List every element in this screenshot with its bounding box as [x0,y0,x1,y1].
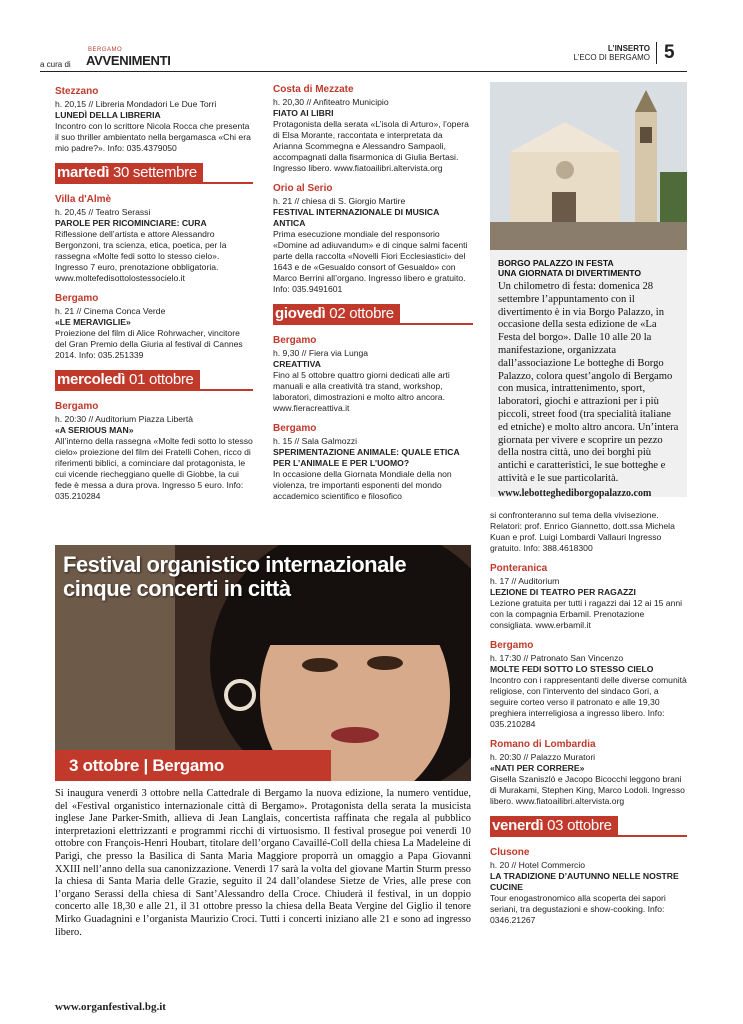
day-label [273,304,400,323]
event-place: Bergamo [55,293,99,304]
event-time: h. 20,45 // Teatro Serassi [55,207,151,217]
event-place: Stezzano [55,86,99,97]
event-time: h. 20:30 // Auditorium Piazza Libertà [55,414,194,424]
event-time: h. 20 // Hotel Commercio [490,860,586,870]
column-3 [490,510,687,935]
column-1 [55,86,253,511]
festival-date-badge: 3 ottobre | Bergamo [55,750,331,781]
event-creattiva [273,335,473,414]
event-desc: Protagonista della serata «L’isola di Arturo», l’opera di Elsa Morante, raccontata e interpretata da Arianna Scommegna e Alessandro Sampaoli, accompagnati dalla fisarmonica di Giulia Bertasi. Ingresso libero. www.fiatoailibri.altervista.org [273,119,469,173]
festival-body: Si inaugura venerdì 3 ottobre nella Cattedrale di Bergamo la nuova edizione, la numero ventidue, del «Festival organistico internazionale città di Bergamo». Protagonista della serata la musicista inglese Jane Parker-Smith, allieva di Jean Langlais, concertista raffinata che regala al pubblico interpretazioni elettrizzanti e programmi ricchi di virtuosismo. Il festival prosegue poi venerdì 10 ottobre con François-Henri Houbart, titolare dell’organo Cavaillé-Coll della chiesa La Madeleine di Parigi, che presso la Basilica di Santa Maria Maggiore proporrà un omaggio a Papa Giovanni XXIII nell’anno della sua canonizzazione. Venerdì 17 sarà la volta del giovane Martin Sturm presso la chiesa di Santa Maria delle Grazie, seguito il 24 dall’olandese Sietze de Vries, alle prese con l’organo Serassi della chiesa di Sant’Alessandro della Croce. Chiuderà il festival, in un doppio concerto alle 18,30 e alle 21, il 31 ottobre presso la chiesa della Beata Vergine del Giglio il tenore Mirko Guadagnini e l’organista Maurizio Croci. Tutti i concerti iniziano alle 21 e sono ad ingresso libero. [55,788,471,938]
event-place: Costa di Mezzate [273,84,354,95]
event-desc: Lezione gratuita per tutti i ragazzi dai 12 ai 15 anni con la compagnia Erbamil. Prenotazione consigliata. www.erbamil.it [490,598,683,630]
event-title: CREATTIVA [273,359,321,369]
day-bar-mercoledi [55,370,253,391]
event-time: h. 21 // chiesa di S. Giorgio Martire [273,196,406,206]
borgo-palazzo-box [490,250,687,497]
event-time: h. 21 // Cinema Conca Verde [55,306,166,316]
page-number: 5 [664,42,675,63]
brand-small: BERGAMO [88,47,123,53]
event-title: LUNEDÌ DELLA LIBRERIA [55,110,161,120]
header-rule [40,71,687,72]
continuation-text: si confronteranno sul tema della vivisezione. Relatori: prof. Enrico Giannetto, dott.ssa Michela Kuan e prof. Luigi Lombardi Vallauri Ingresso gratuito. Info: 388.4618300 [490,510,675,553]
event-desc: Proiezione del film di Alice Rohrwacher, vincitore del Gran Premio della Giuria al festival di Cannes 2014. Info: 035.251339 [55,328,243,360]
event-sperimentazione [273,423,473,502]
day-bar-martedi [55,163,253,184]
day-date: 01 ottobre [129,371,194,388]
sidebar-title-1: BORGO PALAZZO IN FESTA [498,258,614,268]
event-desc: Incontro con lo scrittore Nicola Rocca che presenta il suo thriller ambientato nella bergamasca «Chi era mio padre?». Info: 035.4379050 [55,121,251,153]
day-label [490,816,618,835]
insert-title [560,44,650,62]
event-bergamo-serious-man [55,401,253,502]
day-weekday: venerdì [492,817,544,834]
day-bar-giovedi [273,304,473,325]
event-place: Clusone [490,847,530,858]
church-photo [490,82,687,250]
event-time: h. 17 // Auditorium [490,576,560,586]
event-title: FIATO AI LIBRI [273,108,334,118]
event-place: Ponteranica [490,563,548,574]
festival-title-line2: cinque concerti in città [63,576,291,601]
festival-photo [55,545,471,781]
insert-line2: L’ECO DI BERGAMO [573,53,650,62]
event-time: h. 17:30 // Patronato San Vincenzo [490,653,624,663]
event-desc: Prima esecuzione mondiale del responsorio «Domine ad adiuvandum» e di cinque salmi facenti parte della raccolta «Novelli Fiori Ecclesiastici» del 1643 e de «Gesualdo consort of Gesualdo» con Marco Berrini all’organo. Ingresso libero e gratuito. Info: 035.9491601 [273,229,468,294]
event-title: LEZIONE DI TEATRO PER RAGAZZI [490,587,636,597]
brand-big: AVVENIMENTI [86,53,171,68]
sidebar-title-2: UNA GIORNATA DI DIVERTIMENTO [498,268,642,278]
day-label [55,370,200,389]
event-time: h. 20,15 // Libreria Mondadori Le Due Torri [55,99,217,109]
event-place: Bergamo [273,335,317,346]
event-title: LA TRADIZIONE D’AUTUNNO NELLE NOSTRE CUCINE [490,871,679,892]
event-desc: Incontro con i rappresentanti delle diverse comunità religiose, con l’intervento del sindaco Gori, a seguire corteo verso il patronato e alle 19,30 preghiera interreligiosa a ingresso libero. Info: 035.210284 [490,675,687,729]
day-label [55,163,203,182]
day-bar-venerdi [490,816,687,837]
event-bergamo-meraviglie [55,293,253,361]
event-clusone [490,847,687,926]
event-place: Romano di Lombardia [490,739,596,750]
event-desc: In occasione della Giornata Mondiale della non violenza, tre importanti esponenti del mondo accademico scientifico e filosofico [273,469,452,501]
event-title: FESTIVAL INTERNAZIONALE DI MUSICA ANTICA [273,207,439,228]
event-place: Bergamo [55,401,99,412]
event-time: h. 20:30 // Palazzo Muratori [490,752,596,762]
event-costa-di-mezzate [273,84,473,174]
day-weekday: martedì [57,164,110,181]
event-place: Villa d'Almè [55,194,112,205]
event-title: PAROLE PER RICOMINCIARE: CURA [55,218,207,228]
event-place: Bergamo [490,640,534,651]
event-title: «NATI PER CORRERE» [490,763,585,773]
event-title: MOLTE FEDI SOTTO LO STESSO CIELO [490,664,654,674]
header-divider [656,42,657,64]
day-date: 03 ottobre [547,817,612,834]
sidebar-body: Un chilometro di festa: domenica 28 settembre l’appuntamento con il divertimento è in via Borgo Palazzo, in occasione della sesta edizione de «La Festa del borgo». Dalle 10 alle 20 la manifestazione, organizzata dall’associazione Le botteghe di Borgo Palazzo, colora quest’angolo di Bergamo con musica, intrattenimento, sport, laboratori, giochi e attrazioni per i più piccoli, street food (tra specialità italiane ed etniche) e molto altro ancora. Un’intera giornata per vivere e scoprire un pezzo della nostra città, uno dei borghi più antichi e caratteristici, le sue botteghe e attività e le sue particolarità. [498,281,679,484]
event-time: h. 20,30 // Anfiteatro Municipio [273,97,389,107]
event-ponteranica [490,563,687,631]
event-romano [490,739,687,807]
event-title: SPERIMENTAZIONE ANIMALE: QUALE ETICA PER L’ANIMALE E PER L’UOMO? [273,447,460,468]
event-title: «A SERIOUS MAN» [55,425,134,435]
event-time: h. 15 // Sala Galmozzi [273,436,358,446]
day-date: 30 settembre [112,164,197,181]
event-desc: Riflessione dell’artista e attore Alessandro Bergonzoni, tra scienza, etica, poetica, per la rassegna «Molte fedi sotto lo stesso cielo». Ingresso 7 euro, prenotazione obbligatoria. www.moltefedisottolostessocielo.it [55,229,227,283]
church-illustration [490,82,687,250]
event-desc: Fino al 5 ottobre quattro giorni dedicati alle arti manuali e alla creatività tra stand, workshop, laboratori, dimostrazioni e molto altro ancora. www.fieracreattiva.it [273,370,450,413]
event-time: h. 9,30 // Fiera via Lunga [273,348,369,358]
a-cura-di: a cura di [40,60,71,69]
event-orio-al-serio [273,183,473,295]
festival-title-line1: Festival organistico internazionale [63,552,407,577]
event-desc: All’interno della rassegna «Molte fedi sotto lo stesso cielo» proiezione del film dei Fratelli Cohen, ricco di riferimenti biblici, a cominciare dal protagonista, le cui vicende riecheggiano quelle di Giobbe, la cui fede è messa a dura prova. Ingresso 5 euro. Info: 035.210284 [55,436,253,501]
event-place: Orio al Serio [273,183,333,194]
day-date: 02 ottobre [329,305,394,322]
event-bergamo-molte-fedi [490,640,687,730]
event-title: «LE MERAVIGLIE» [55,317,131,327]
insert-line1: L’INSERTO [607,44,650,53]
event-villa-dalme [55,194,253,284]
sidebar-link[interactable]: www.lebotteghediborgopalazzo.com [498,487,652,499]
event-desc: Tour enogastronomico alla scoperta dei sapori seriani, tra degustazioni e show-cooking. Info: 0346.21267 [490,893,666,925]
festival-title [63,553,406,601]
day-weekday: giovedì [275,305,326,322]
event-desc: Gisella Szaniszló e Jacopo Bicocchi leggono brani di Murakami, Stephen King, Marco Lodoli. Ingresso libero. www.fiatoailibri.altervista.org [490,774,685,806]
day-weekday: mercoledì [57,371,126,388]
column-2 [273,84,473,511]
festival-link[interactable]: www.organfestival.bg.it [55,1001,166,1013]
event-place: Bergamo [273,423,317,434]
event-stezzano [55,86,253,154]
